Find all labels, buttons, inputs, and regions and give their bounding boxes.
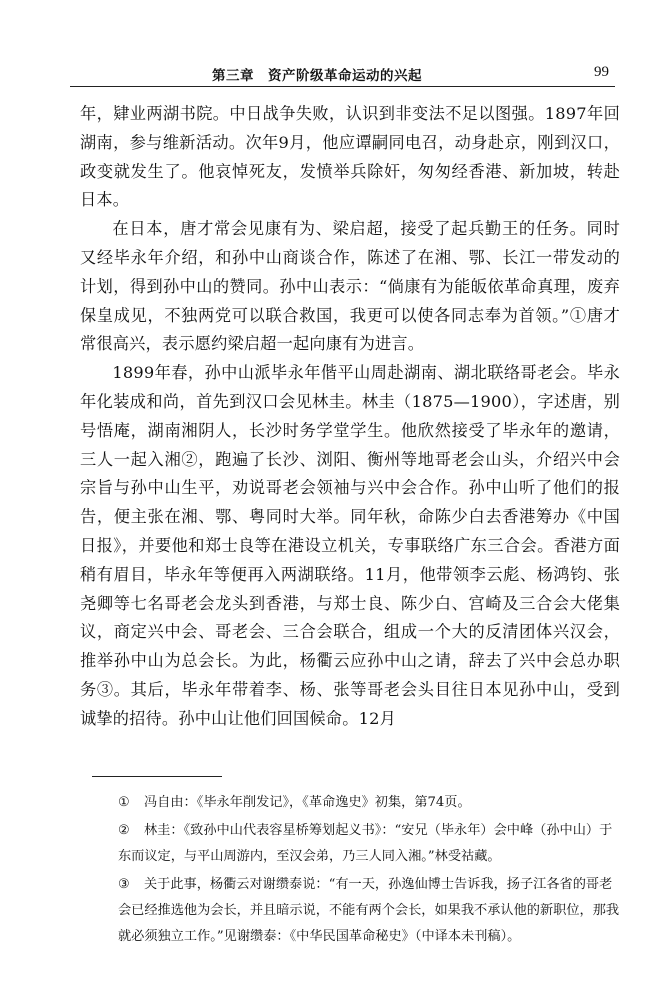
paragraph-continued: 年，肄业两湖书院。中日战争失败，认识到非变法不足以图强。1897年回湖南，参与维新活动。次年9月，他应谭嗣同电召，动身赴京，刚到汉口，政变就发生了。他哀悼死友，发愤举兵除奸，匆匆经香港、新加坡，转赴日本。	[80, 104, 620, 210]
footnote-marker: ①	[118, 795, 130, 810]
page-header	[70, 62, 615, 88]
paragraph: 在日本，唐才常会见康有为、梁启超，接受了起兵勤王的任务。同时又经毕永年介绍，和孙中山商谈合作，陈述了在湘、鄂、长江一带发动的计划，得到孙中山的赞同。孙中山表示：“倘康有为能皈依革命真理，废弃保皇成见，不独两党可以联合救国，我更可以使各同志奉为首领。”①唐才常很高兴，表示愿约梁启超一起向康有为进言。	[80, 219, 620, 354]
footnote-text: 关于此事，杨衢云对谢缵泰说：“有一天，孙逸仙博士告诉我，扬子江各省的哥老会已经推选他为会长，并且暗示说，不能有两个会长，如果我不承认他的新职位，那我就必须独立工作。”见谢缵泰：《中华民国革命秘史》（中译本未刊稿）。	[118, 877, 620, 944]
header-rule	[70, 86, 615, 87]
running-head: 第三章 资产阶级革命运动的兴起	[212, 68, 422, 84]
footnote-marker: ③	[118, 877, 130, 892]
page-number: 99	[594, 64, 609, 80]
footnote-text: 冯自由：《毕永年削发记》，《革命逸史》初集，第74页。	[144, 795, 471, 810]
footnote-2	[118, 818, 620, 870]
footnote-1	[118, 790, 620, 816]
footnote-marker: ②	[118, 823, 130, 838]
footnotes	[118, 790, 620, 952]
paragraph: 1899年春，孙中山派毕永年偕平山周赴湖南、湖北联络哥老会。毕永年化装成和尚，首先到汉口会见林圭。林圭（1875—1900），字述唐，别号悟庵，湖南湘阴人，长沙时务学堂学生。他欣然接受了毕永年的邀请，三人一起入湘②，跑遍了长沙、浏阳、衡州等地哥老会山头，介绍兴中会宗旨与孙中山生平，劝说哥老会领袖与兴中会合作。孙中山听了他们的报告，便主张在湘、鄂、粤同时大举。同年秋，命陈少白去香港筹办《中国日报》，并要他和郑士良等在港设立机关，专事联络广东三合会。香港方面稍有眉目，毕永年等便再入两湖联络。11月，他带领李云彪、杨鸿钧、张尧卿等七名哥老会龙头到香港，与郑士良、陈少白、宫崎及三合会大佬集议，商定兴中会、哥老会、三合会联合，组成一个大的反清团体兴汉会，推举孙中山为总会长。为此，杨衢云应孙中山之请，辞去了兴中会总办职务③。其后，毕永年带着李、杨、张等哥老会头目往日本见孙中山，受到诚挚的招待。孙中山让他们回国候命。12月	[80, 363, 620, 728]
body-text	[80, 100, 620, 734]
footnote-separator	[92, 776, 222, 777]
footnote-text: 林圭：《致孙中山代表容星桥筹划起义书》：“安兄（毕永年）会中峰（孙中山）于东而议定，与平山周游内，至汉会弟，乃三人同入湘。”林受祜藏。	[118, 823, 613, 864]
footnote-3	[118, 872, 620, 950]
